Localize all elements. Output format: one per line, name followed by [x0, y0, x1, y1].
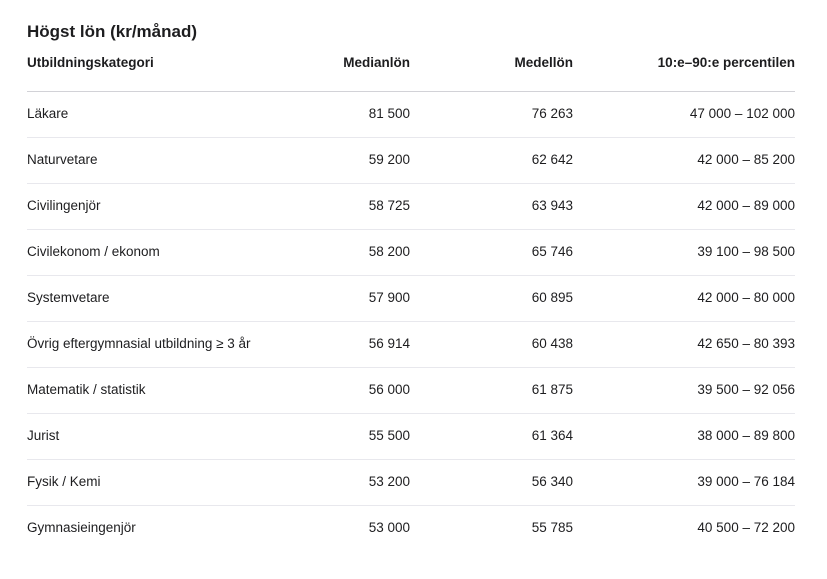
cell-mean: 65 746 [410, 230, 573, 276]
cell-percentile: 38 000 – 89 800 [573, 414, 795, 460]
cell-category: Civilingenjör [27, 184, 273, 230]
cell-mean: 61 364 [410, 414, 573, 460]
cell-percentile: 39 000 – 76 184 [573, 460, 795, 506]
cell-category: Fysik / Kemi [27, 460, 273, 506]
table-row [27, 184, 795, 230]
cell-median: 59 200 [273, 138, 410, 184]
cell-percentile: 42 650 – 80 393 [573, 322, 795, 368]
table-row [27, 138, 795, 184]
header-row [27, 55, 795, 92]
cell-category: Matematik / statistik [27, 368, 273, 414]
table-body [27, 92, 795, 552]
cell-mean: 55 785 [531, 520, 573, 535]
cell-mean: 60 438 [410, 322, 573, 368]
cell-median: 56 000 [273, 368, 410, 414]
cell-percentile: 42 000 – 80 000 [573, 276, 795, 322]
cell-category: Systemvetare [27, 276, 273, 322]
header-median: Medianlön [273, 55, 410, 92]
table-row [27, 322, 795, 368]
table-row [27, 506, 795, 552]
cell-median: 55 500 [273, 414, 410, 460]
cell-category: Civilekonom / ekonom [27, 230, 273, 276]
table-title: Högst lön (kr/månad) [27, 22, 198, 41]
cell-category: Läkare [27, 92, 273, 138]
cell-percentile: 39 500 – 92 056 [573, 368, 795, 414]
cell-median: 53 200 [273, 460, 410, 506]
cell-category: Naturvetare [27, 138, 273, 184]
cell-percentile: 39 100 – 98 500 [573, 230, 795, 276]
salary-table [27, 55, 795, 551]
cell-percentile: 42 000 – 85 200 [573, 138, 795, 184]
cell-median: 81 500 [273, 92, 410, 138]
cell-percentile: 42 000 – 89 000 [573, 184, 795, 230]
header-mean: Medellön [410, 55, 573, 92]
cell-percentile: 47 000 – 102 000 [573, 92, 795, 138]
cell-median: 53 000 [368, 520, 410, 535]
table-row [27, 460, 795, 506]
table-row [27, 368, 795, 414]
cell-median: 58 200 [273, 230, 410, 276]
cell-mean: 60 895 [410, 276, 573, 322]
table-row [27, 414, 795, 460]
cell-mean: 62 642 [410, 138, 573, 184]
header-category: Utbildningskategori [27, 55, 273, 92]
cell-median: 56 914 [273, 322, 410, 368]
cell-mean: 61 875 [410, 368, 573, 414]
table-row [27, 276, 795, 322]
cell-category: Gymnasieingenjör [27, 520, 136, 535]
cell-category: Övrig eftergymnasial utbildning ≥ 3 år [27, 322, 273, 368]
cell-percentile: 40 500 – 72 200 [697, 520, 795, 535]
cell-category: Jurist [27, 414, 273, 460]
cell-median: 58 725 [273, 184, 410, 230]
table-row [27, 92, 795, 138]
table-row [27, 230, 795, 276]
table-header [27, 55, 795, 92]
cell-mean: 76 263 [410, 92, 573, 138]
cell-mean: 56 340 [410, 460, 573, 506]
cell-median: 57 900 [273, 276, 410, 322]
header-percentile: 10:e–90:e percentilen [573, 55, 795, 92]
cell-mean: 63 943 [410, 184, 573, 230]
